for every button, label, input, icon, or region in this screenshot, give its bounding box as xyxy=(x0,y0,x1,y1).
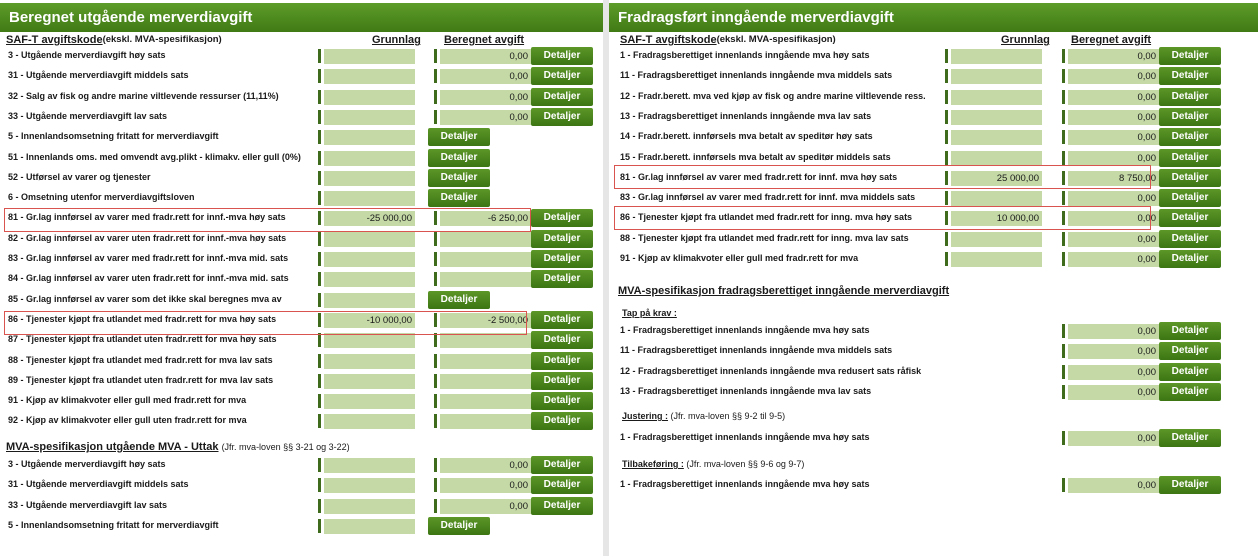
left-row-91-label: 91 - Kjøp av klimakvoter eller gull med fradr.rett for mva xyxy=(8,395,247,406)
left-col-base-heading: Grunnlag xyxy=(372,34,421,46)
left-uttak-row-33-detaljer-button[interactable]: Detaljer xyxy=(531,497,593,515)
left-row-33-base-field[interactable] xyxy=(324,110,415,125)
right-col-base-heading: Grunnlag xyxy=(1001,34,1050,46)
right-justering-row-1-fee-marker xyxy=(1062,431,1065,445)
left-row-85-label: 85 - Gr.lag innførsel av varer som det ikke skal beregnes mva av xyxy=(8,293,282,304)
left-row-92-fee-field[interactable] xyxy=(440,414,531,429)
left-row-82-label: 82 - Gr.lag innførsel av varer uten fradr.rett for innf.-mva høy sats xyxy=(8,232,287,243)
left-row-91-base-field[interactable] xyxy=(324,394,415,409)
left-row-81 xyxy=(0,208,603,228)
left-row-89 xyxy=(0,371,603,391)
left-row-52 xyxy=(0,168,603,188)
right-row-11-fee-field[interactable]: 0,00 xyxy=(1068,69,1159,84)
left-row-85-detaljer-button[interactable]: Detaljer xyxy=(428,291,490,309)
right-row-81-base-marker xyxy=(945,171,948,185)
left-row-51-label: 51 - Innenlands oms. med omvendt avg.plikt - klimakv. eller gull (0%) xyxy=(8,151,301,162)
justering-heading xyxy=(622,411,785,421)
right-row-11-fee-marker xyxy=(1062,69,1065,83)
right-tilbakeforing-row-1-fee-marker xyxy=(1062,478,1065,492)
left-row-88-label: 88 - Tjenester kjøpt fra utlandet med fradr.rett for mva lav sats xyxy=(8,354,273,365)
left-uttak-row-33-label: 33 - Utgående merverdiavgift lav sats xyxy=(8,499,168,510)
left-row-6-base-marker xyxy=(318,191,321,205)
left-row-84-fee-field[interactable] xyxy=(440,272,531,287)
left-row-3-fee-field[interactable]: 0,00 xyxy=(440,49,531,64)
right-row-81-detaljer-button[interactable]: Detaljer xyxy=(1159,169,1221,187)
left-row-82-detaljer-button[interactable]: Detaljer xyxy=(531,230,593,248)
left-row-87-base-field[interactable] xyxy=(324,333,415,348)
left-section2-note: (Jfr. mva-loven §§ 3-21 og 3-22) xyxy=(221,442,350,452)
left-row-86-detaljer-button[interactable]: Detaljer xyxy=(531,311,593,329)
left-row-83-base-marker xyxy=(318,252,321,266)
right-row-12-label: 12 - Fradr.berett. mva ved kjøp av fisk og andre marine viltlevende ress. xyxy=(620,90,926,101)
left-row-3 xyxy=(0,46,603,66)
left-row-91-detaljer-button[interactable]: Detaljer xyxy=(531,392,593,410)
right-row-83 xyxy=(609,188,1258,208)
left-row-5-label: 5 - Innenlandsomsetning fritatt for merverdiavgift xyxy=(8,131,219,142)
right-row-1-fee-marker xyxy=(1062,49,1065,63)
right-tap-row-13-detaljer-button[interactable]: Detaljer xyxy=(1159,383,1221,401)
left-uttak-row-31-detaljer-button[interactable]: Detaljer xyxy=(531,476,593,494)
right-row-83-fee-field[interactable]: 0,00 xyxy=(1068,191,1159,206)
right-row-1-detaljer-button[interactable]: Detaljer xyxy=(1159,47,1221,65)
left-row-82-base-marker xyxy=(318,232,321,246)
left-row-92-base-field[interactable] xyxy=(324,414,415,429)
right-row-86-base-marker xyxy=(945,211,948,225)
left-uttak-row-5 xyxy=(0,516,603,536)
right-row-81-fee-field[interactable]: 8 750,00 xyxy=(1068,171,1159,186)
right-row-12-fee-field[interactable]: 0,00 xyxy=(1068,90,1159,105)
right-row-13 xyxy=(609,107,1258,127)
left-row-33-fee-field[interactable]: 0,00 xyxy=(440,110,531,125)
left-uttak-row-33-base-field[interactable] xyxy=(324,499,415,514)
left-row-33 xyxy=(0,107,603,127)
left-row-5 xyxy=(0,127,603,147)
left-row-33-fee-marker xyxy=(434,110,437,124)
left-uttak-row-31-fee-field[interactable]: 0,00 xyxy=(440,478,531,493)
left-row-31-base-marker xyxy=(318,69,321,83)
right-row-86-base-field[interactable]: 10 000,00 xyxy=(951,211,1042,226)
left-row-88-fee-field[interactable] xyxy=(440,354,531,369)
left-uttak-row-31-base-field[interactable] xyxy=(324,478,415,493)
left-row-84-fee-marker xyxy=(434,272,437,286)
tilbakeforing-note: (Jfr. mva-loven §§ 9-6 og 9-7) xyxy=(686,459,805,469)
left-row-92-fee-marker xyxy=(434,414,437,428)
left-uttak-row-3-detaljer-button[interactable]: Detaljer xyxy=(531,456,593,474)
left-section2-title: MVA-spesifikasjon utgående MVA - Uttak xyxy=(6,441,219,453)
tilbakeforing-label: Tilbakeføring : xyxy=(622,459,684,469)
right-row-83-fee-marker xyxy=(1062,191,1065,205)
right-row-14-base-marker xyxy=(945,130,948,144)
right-tap-row-12-fee-marker xyxy=(1062,365,1065,379)
left-row-85 xyxy=(0,290,603,310)
left-uttak-row-3 xyxy=(0,455,603,475)
left-row-82 xyxy=(0,229,603,249)
left-row-3-base-field[interactable] xyxy=(324,49,415,64)
left-row-83-label: 83 - Gr.lag innførsel av varer med fradr.rett for innf.-mva mid. sats xyxy=(8,253,289,263)
justering-label: Justering : xyxy=(622,411,669,421)
left-row-89-fee-field[interactable] xyxy=(440,374,531,389)
left-row-87-detaljer-button[interactable]: Detaljer xyxy=(531,331,593,349)
left-row-92 xyxy=(0,411,603,431)
left-uttak-row-31-label: 31 - Utgående merverdiavgift middels sats xyxy=(8,479,189,490)
right-tap-row-12 xyxy=(609,362,1258,382)
right-row-12-detaljer-button[interactable]: Detaljer xyxy=(1159,88,1221,106)
left-row-87-fee-marker xyxy=(434,333,437,347)
right-row-11 xyxy=(609,66,1258,86)
left-row-51-base-field[interactable] xyxy=(324,151,415,166)
left-row-51-base-marker xyxy=(318,151,321,165)
right-row-14-base-field[interactable] xyxy=(951,130,1042,145)
right-row-88-base-marker xyxy=(945,232,948,246)
left-row-52-detaljer-button[interactable]: Detaljer xyxy=(428,169,490,187)
left-row-82-base-field[interactable] xyxy=(324,232,415,247)
left-row-32-label: 32 - Salg av fisk og andre marine viltlevende ressurser (11,11%) xyxy=(8,90,279,101)
right-row-15-base-field[interactable] xyxy=(951,151,1042,166)
right-row-15-label: 15 - Fradr.berett. innførsels mva betalt av speditør middels sats xyxy=(620,151,891,162)
right-tap-row-11 xyxy=(609,341,1258,361)
right-row-1-base-field[interactable] xyxy=(951,49,1042,64)
right-row-88 xyxy=(609,229,1258,249)
right-col-code-note: (ekskl. MVA-spesifikasjon) xyxy=(716,34,836,45)
tilbakeforing-heading xyxy=(622,459,804,469)
left-uttak-row-5-base-field[interactable] xyxy=(324,519,415,534)
left-row-86-label: 86 - Tjenester kjøpt fra utlandet med fradr.rett for mva høy sats xyxy=(8,313,277,324)
left-row-31-fee-marker xyxy=(434,69,437,83)
left-uttak-row-5-base-marker xyxy=(318,519,321,533)
tap-pa-krav-label: Tap på krav : xyxy=(622,308,677,318)
left-row-89-base-marker xyxy=(318,374,321,388)
left-row-83-detaljer-button[interactable]: Detaljer xyxy=(531,250,593,268)
left-row-3-fee-marker xyxy=(434,49,437,63)
left-row-87-fee-field[interactable] xyxy=(440,333,531,348)
left-row-85-base-marker xyxy=(318,293,321,307)
right-row-81 xyxy=(609,168,1258,188)
right-row-1-fee-field[interactable]: 0,00 xyxy=(1068,49,1159,64)
left-row-91-fee-field[interactable] xyxy=(440,394,531,409)
left-row-84-base-field[interactable] xyxy=(324,272,415,287)
left-row-52-label: 52 - Utførsel av varer og tjenester xyxy=(8,171,151,182)
left-row-32-base-marker xyxy=(318,90,321,104)
right-row-12-base-marker xyxy=(945,90,948,104)
right-row-91-fee-field[interactable]: 0,00 xyxy=(1068,252,1159,267)
right-row-12-base-field[interactable] xyxy=(951,90,1042,105)
right-row-88-detaljer-button[interactable]: Detaljer xyxy=(1159,230,1221,248)
right-row-91-base-marker xyxy=(945,252,948,266)
left-row-81-fee-field[interactable]: -6 250,00 xyxy=(440,211,531,226)
tap-pa-krav-heading xyxy=(622,308,677,318)
left-row-92-detaljer-button[interactable]: Detaljer xyxy=(531,412,593,430)
right-row-13-fee-field[interactable]: 0,00 xyxy=(1068,110,1159,125)
left-row-51 xyxy=(0,148,603,168)
left-row-81-base-field[interactable]: -25 000,00 xyxy=(324,211,415,226)
right-tap-row-12-detaljer-button[interactable]: Detaljer xyxy=(1159,363,1221,381)
right-row-88-fee-field[interactable]: 0,00 xyxy=(1068,232,1159,247)
left-row-84-label: 84 - Gr.lag innførsel av varer uten fradr.rett for innf.-mva mid. sats xyxy=(8,273,289,284)
right-row-1 xyxy=(609,46,1258,66)
left-row-6-base-field[interactable] xyxy=(324,191,415,206)
right-tap-row-13 xyxy=(609,382,1258,402)
left-uttak-row-3-base-field[interactable] xyxy=(324,458,415,473)
right-row-91 xyxy=(609,249,1258,269)
left-row-5-base-marker xyxy=(318,130,321,144)
right-tap-row-11-label: 11 - Fradragsberettiget innenlands inngående mva middels sats xyxy=(620,345,893,356)
right-row-88-label: 88 - Tjenester kjøpt fra utlandet med fradr.rett for inng. mva lav sats xyxy=(620,232,909,243)
right-justering-row-1-fee-field[interactable]: 0,00 xyxy=(1068,431,1159,446)
left-row-31 xyxy=(0,66,603,86)
left-row-83-fee-field[interactable] xyxy=(440,252,531,267)
left-uttak-row-31-base-marker xyxy=(318,478,321,492)
left-row-87-base-marker xyxy=(318,333,321,347)
right-row-81-base-field[interactable]: 25 000,00 xyxy=(951,171,1042,186)
right-row-13-label: 13 - Fradragsberettiget innenlands inngående mva lav sats xyxy=(620,110,872,121)
right-tap-row-1 xyxy=(609,321,1258,341)
left-row-3-label: 3 - Utgående merverdiavgift høy sats xyxy=(8,50,166,60)
right-row-14-label: 14 - Fradr.berett. innførsels mva betalt av speditør høy sats xyxy=(620,131,873,142)
left-row-5-detaljer-button[interactable]: Detaljer xyxy=(428,128,490,146)
right-row-88-fee-marker xyxy=(1062,232,1065,246)
left-row-5-base-field[interactable] xyxy=(324,130,415,145)
right-justering-row-1-detaljer-button[interactable]: Detaljer xyxy=(1159,429,1221,447)
right-justering-row-1-label: 1 - Fradragsberettiget innenlands inngående mva høy sats xyxy=(620,432,870,442)
left-row-85-base-field[interactable] xyxy=(324,293,415,308)
left-row-32 xyxy=(0,87,603,107)
left-row-86-base-field[interactable]: -10 000,00 xyxy=(324,313,415,328)
left-row-83-base-field[interactable] xyxy=(324,252,415,267)
right-row-12 xyxy=(609,87,1258,107)
right-row-13-base-field[interactable] xyxy=(951,110,1042,125)
right-row-83-label: 83 - Gr.lag innførsel av varer med fradr.rett for innf. mva middels sats xyxy=(620,192,916,203)
left-row-31-fee-field[interactable]: 0,00 xyxy=(440,69,531,84)
left-row-6 xyxy=(0,188,603,208)
left-row-86-base-marker xyxy=(318,313,321,327)
right-row-15-base-marker xyxy=(945,151,948,165)
left-row-86-fee-marker xyxy=(434,313,437,327)
left-uttak-row-5-label: 5 - Innenlandsomsetning fritatt for merverdiavgift xyxy=(8,519,219,530)
left-row-92-label: 92 - Kjøp av klimakvoter eller gull uten fradr.rett for mva xyxy=(8,415,247,426)
right-row-13-fee-marker xyxy=(1062,110,1065,124)
right-row-86 xyxy=(609,208,1258,228)
right-row-15-fee-marker xyxy=(1062,151,1065,165)
right-justering-row-1 xyxy=(609,428,1258,448)
right-row-81-fee-marker xyxy=(1062,171,1065,185)
right-row-86-detaljer-button[interactable]: Detaljer xyxy=(1159,209,1221,227)
left-row-82-fee-field[interactable] xyxy=(440,232,531,247)
left-row-6-detaljer-button[interactable]: Detaljer xyxy=(428,189,490,207)
left-row-87-label: 87 - Tjenester kjøpt fra utlandet uten fradr.rett for mva høy sats xyxy=(8,334,277,345)
right-row-86-fee-marker xyxy=(1062,211,1065,225)
left-col-code-heading xyxy=(6,34,222,46)
right-row-91-label: 91 - Kjøp av klimakvoter eller gull med fradr.rett for mva xyxy=(620,253,859,263)
left-row-33-detaljer-button[interactable]: Detaljer xyxy=(531,108,593,126)
left-row-84-detaljer-button[interactable]: Detaljer xyxy=(531,270,593,288)
left-row-84-base-marker xyxy=(318,272,321,286)
right-row-13-detaljer-button[interactable]: Detaljer xyxy=(1159,108,1221,126)
left-row-84 xyxy=(0,269,603,289)
left-row-91-fee-marker xyxy=(434,394,437,408)
left-row-52-base-marker xyxy=(318,171,321,185)
right-col-code-heading xyxy=(620,34,836,46)
right-row-81-label: 81 - Gr.lag innførsel av varer med fradr.rett for innf. mva høy sats xyxy=(620,171,898,182)
right-section2-title: MVA-spesifikasjon fradragsberettiget inngående merverdiavgift xyxy=(618,285,950,297)
right-row-13-base-marker xyxy=(945,110,948,124)
left-row-33-base-marker xyxy=(318,110,321,124)
left-row-86-fee-field[interactable]: -2 500,00 xyxy=(440,313,531,328)
right-row-91-base-field[interactable] xyxy=(951,252,1042,267)
left-row-88-base-marker xyxy=(318,354,321,368)
left-section2-heading xyxy=(6,441,350,453)
right-row-83-base-field[interactable] xyxy=(951,191,1042,206)
left-uttak-row-33 xyxy=(0,496,603,516)
left-uttak-row-33-fee-marker xyxy=(434,499,437,513)
left-row-31-detaljer-button[interactable]: Detaljer xyxy=(531,67,593,85)
right-row-15-fee-field[interactable]: 0,00 xyxy=(1068,151,1159,166)
left-uttak-row-33-fee-field[interactable]: 0,00 xyxy=(440,499,531,514)
right-tap-row-13-label: 13 - Fradragsberettiget innenlands inngående mva lav sats xyxy=(620,385,872,396)
left-col-fee-heading: Beregnet avgift xyxy=(444,34,525,46)
left-row-86 xyxy=(0,310,603,330)
right-row-1-base-marker xyxy=(945,49,948,63)
right-tilbakeforing-row-1-detaljer-button[interactable]: Detaljer xyxy=(1159,476,1221,494)
left-col-code-label: SAF-T avgiftskode xyxy=(6,34,103,46)
left-uttak-row-5-detaljer-button[interactable]: Detaljer xyxy=(428,517,490,535)
left-row-52-base-field[interactable] xyxy=(324,171,415,186)
right-row-86-fee-field[interactable]: 0,00 xyxy=(1068,211,1159,226)
right-row-14-fee-field[interactable]: 0,00 xyxy=(1068,130,1159,145)
right-row-14-fee-marker xyxy=(1062,130,1065,144)
right-panel-input-vat xyxy=(609,0,1258,556)
left-uttak-row-33-base-marker xyxy=(318,499,321,513)
right-row-12-fee-marker xyxy=(1062,90,1065,104)
right-tap-row-12-fee-field[interactable]: 0,00 xyxy=(1068,365,1159,380)
left-row-81-fee-marker xyxy=(434,211,437,225)
left-row-89-detaljer-button[interactable]: Detaljer xyxy=(531,372,593,390)
left-row-92-base-marker xyxy=(318,414,321,428)
left-uttak-row-3-label: 3 - Utgående merverdiavgift høy sats xyxy=(8,459,166,469)
right-row-15-detaljer-button[interactable]: Detaljer xyxy=(1159,149,1221,167)
left-row-3-base-marker xyxy=(318,49,321,63)
right-tap-row-1-fee-field[interactable]: 0,00 xyxy=(1068,324,1159,339)
right-row-88-base-field[interactable] xyxy=(951,232,1042,247)
left-row-91-base-marker xyxy=(318,394,321,408)
left-row-32-fee-marker xyxy=(434,90,437,104)
left-panel-output-vat xyxy=(0,0,603,556)
right-row-14-detaljer-button[interactable]: Detaljer xyxy=(1159,128,1221,146)
left-col-code-note: (ekskl. MVA-spesifikasjon) xyxy=(102,34,222,45)
left-row-6-label: 6 - Omsetning utenfor merverdiavgiftsloven xyxy=(8,192,195,203)
right-row-83-base-marker xyxy=(945,191,948,205)
left-row-81-base-marker xyxy=(318,211,321,225)
left-row-32-fee-field[interactable]: 0,00 xyxy=(440,90,531,105)
right-tap-row-1-label: 1 - Fradragsberettiget innenlands inngående mva høy sats xyxy=(620,325,870,335)
left-uttak-row-3-fee-marker xyxy=(434,458,437,472)
right-row-83-detaljer-button[interactable]: Detaljer xyxy=(1159,189,1221,207)
right-row-11-detaljer-button[interactable]: Detaljer xyxy=(1159,67,1221,85)
right-row-86-label: 86 - Tjenester kjøpt fra utlandet med fradr.rett for inng. mva høy sats xyxy=(620,212,913,223)
left-row-33-label: 33 - Utgående merverdiavgift lav sats xyxy=(8,110,168,121)
right-row-1-label: 1 - Fradragsberettiget innenlands inngående mva høy sats xyxy=(620,50,870,60)
left-row-88-detaljer-button[interactable]: Detaljer xyxy=(531,352,593,370)
right-row-11-base-marker xyxy=(945,69,948,83)
right-tap-row-13-fee-field[interactable]: 0,00 xyxy=(1068,385,1159,400)
right-row-14 xyxy=(609,127,1258,147)
right-tap-row-13-fee-marker xyxy=(1062,385,1065,399)
right-tilbakeforing-row-1-fee-field[interactable]: 0,00 xyxy=(1068,478,1159,493)
right-row-11-base-field[interactable] xyxy=(951,69,1042,84)
left-row-88-fee-marker xyxy=(434,354,437,368)
left-row-32-detaljer-button[interactable]: Detaljer xyxy=(531,88,593,106)
left-uttak-row-3-fee-field[interactable]: 0,00 xyxy=(440,458,531,473)
left-row-81-detaljer-button[interactable]: Detaljer xyxy=(531,209,593,227)
right-tap-row-1-detaljer-button[interactable]: Detaljer xyxy=(1159,322,1221,340)
right-tap-row-11-detaljer-button[interactable]: Detaljer xyxy=(1159,342,1221,360)
left-row-83-fee-marker xyxy=(434,252,437,266)
right-tap-row-11-fee-field[interactable]: 0,00 xyxy=(1068,344,1159,359)
right-tilbakeforing-row-1 xyxy=(609,475,1258,495)
right-col-fee-heading: Beregnet avgift xyxy=(1071,34,1152,46)
left-uttak-row-31-fee-marker xyxy=(434,478,437,492)
left-row-88 xyxy=(0,351,603,371)
left-row-89-fee-marker xyxy=(434,374,437,388)
left-row-31-base-field[interactable] xyxy=(324,69,415,84)
left-panel-title: Beregnet utgående merverdiavgift xyxy=(0,3,603,32)
right-tilbakeforing-row-1-label: 1 - Fradragsberettiget innenlands inngående mva høy sats xyxy=(620,479,870,489)
left-row-89-base-field[interactable] xyxy=(324,374,415,389)
left-row-91 xyxy=(0,391,603,411)
left-uttak-row-31 xyxy=(0,475,603,495)
right-tap-row-1-fee-marker xyxy=(1062,324,1065,338)
right-col-code-label: SAF-T avgiftskode xyxy=(620,34,717,46)
right-panel-title: Fradragsført inngående merverdiavgift xyxy=(609,3,1258,32)
right-row-91-detaljer-button[interactable]: Detaljer xyxy=(1159,250,1221,268)
left-row-82-fee-marker xyxy=(434,232,437,246)
left-uttak-row-3-base-marker xyxy=(318,458,321,472)
left-row-81-label: 81 - Gr.lag innførsel av varer med fradr.rett for innf.-mva høy sats xyxy=(8,212,286,223)
right-row-11-label: 11 - Fradragsberettiget innenlands inngående mva middels sats xyxy=(620,70,893,81)
left-row-89-label: 89 - Tjenester kjøpt fra utlandet uten fradr.rett for mva lav sats xyxy=(8,374,274,385)
right-tap-row-12-label: 12 - Fradragsberettiget innenlands inngående mva redusert sats råfisk xyxy=(620,365,922,376)
right-row-91-fee-marker xyxy=(1062,252,1065,266)
left-row-83 xyxy=(0,249,603,269)
justering-note: (Jfr. mva-loven §§ 9-2 til 9-5) xyxy=(670,411,786,421)
left-row-31-label: 31 - Utgående merverdiavgift middels sats xyxy=(8,70,189,81)
left-row-3-detaljer-button[interactable]: Detaljer xyxy=(531,47,593,65)
left-row-32-base-field[interactable] xyxy=(324,90,415,105)
right-section2-heading xyxy=(618,285,949,297)
right-tap-row-11-fee-marker xyxy=(1062,344,1065,358)
left-row-88-base-field[interactable] xyxy=(324,354,415,369)
right-row-15 xyxy=(609,148,1258,168)
left-row-51-detaljer-button[interactable]: Detaljer xyxy=(428,149,490,167)
left-row-87 xyxy=(0,330,603,350)
